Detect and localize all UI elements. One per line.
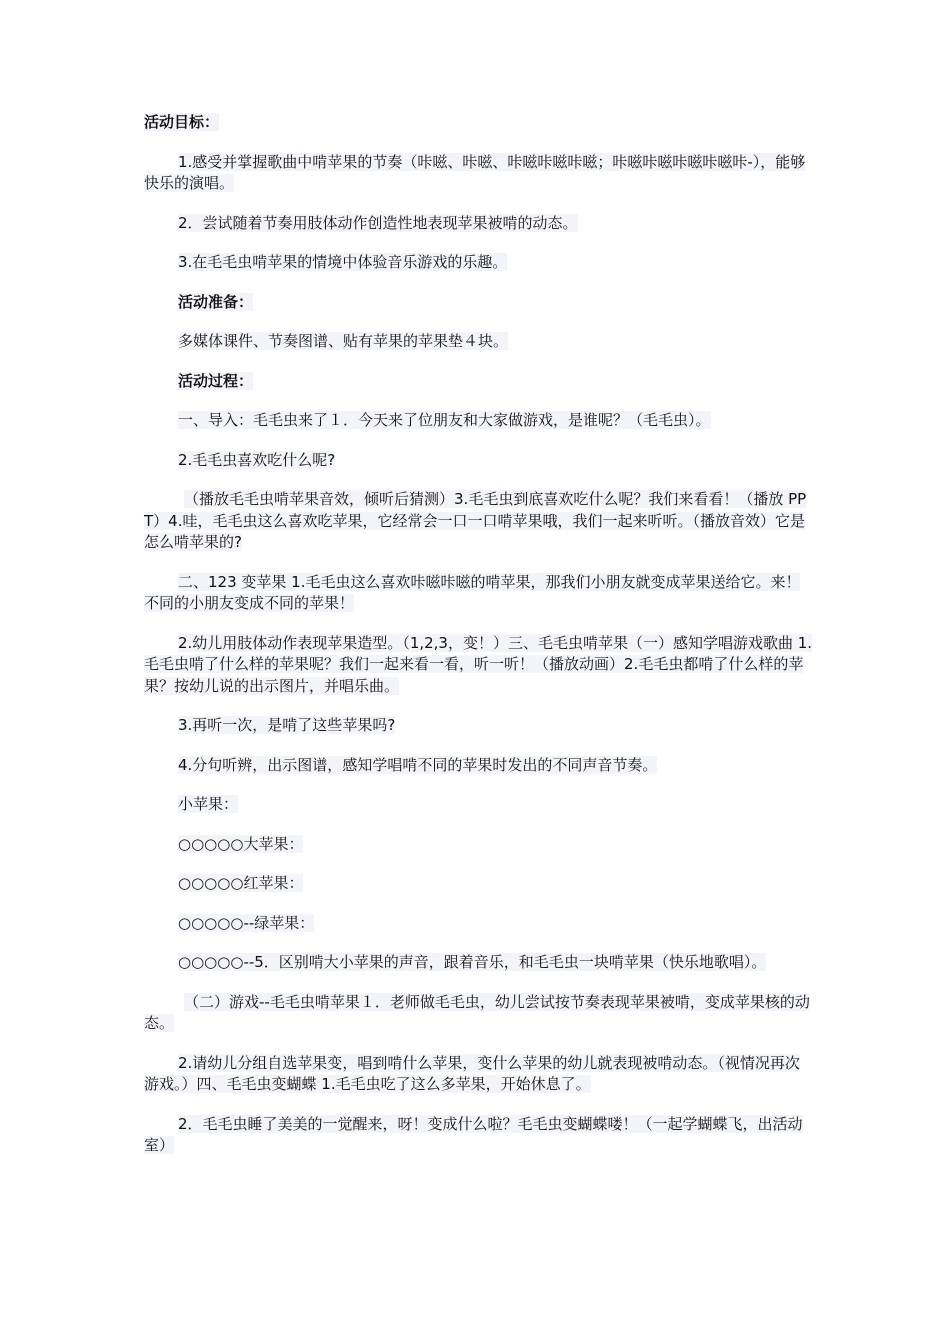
- goal-item-3-text: 3.在毛毛虫啃苹果的情境中体验音乐游戏的乐趣。: [178, 253, 508, 271]
- prep-paragraph: [144, 331, 814, 353]
- process-paragraph-13-text: （二）游戏--毛毛虫啃苹果１．老师做毛毛虫，幼儿尝试按节奏表现苹果被啃，变成苹果核的动态。: [144, 992, 810, 1032]
- process-paragraph-2-text: 2.毛毛虫喜欢吃什么呢?: [178, 450, 336, 469]
- process-paragraph-9: [144, 834, 814, 856]
- process-paragraph-12-text: ○○○○○--5．区别啃大小苹果的声音，跟着音乐，和毛毛虫一块啃苹果（快乐地歌唱）。: [178, 953, 767, 971]
- process-paragraph-11: [144, 913, 814, 935]
- process-paragraph-10: [144, 873, 814, 895]
- goal-item-2-text: 2．尝试随着节奏用肢体动作创造性地表现苹果被啃的动态。: [178, 213, 578, 232]
- heading-activity-goal-text: 活动目标：: [144, 113, 220, 131]
- process-paragraph-4: [144, 572, 814, 615]
- heading-activity-goal: [144, 112, 814, 134]
- process-paragraph-3-text: （播放毛毛虫啃苹果音效，倾听后猜测）3.毛毛虫到底喜欢吃什么呢？我们来看看！（播放 PPT）4.哇，毛毛虫这么喜欢吃苹果，它经常会一口一口啃苹果哦，我们一起来听听。（播放音效）它是怎么啃苹果的?: [144, 490, 807, 551]
- process-paragraph-2: [144, 450, 814, 472]
- document-body: [144, 112, 814, 1175]
- process-paragraph-1: [144, 410, 814, 432]
- heading-activity-prep: [144, 292, 814, 314]
- process-paragraph-9-text: ○○○○○大苹果：: [178, 834, 304, 853]
- goal-item-3: [144, 252, 814, 274]
- process-paragraph-8: [144, 794, 814, 816]
- process-paragraph-4-text: 二、123 变苹果 1.毛毛虫这么喜欢咔嗞咔嗞的啃苹果，那我们小朋友就变成苹果送给它。来！不同的小朋友变成不同的苹果！: [144, 572, 801, 612]
- process-paragraph-6-text: 3.再听一次，是啃了这些苹果吗?: [178, 716, 396, 734]
- goal-item-1: [144, 152, 814, 195]
- goal-item-1-text: 1.感受并掌握歌曲中啃苹果的节奏（咔嗞、咔嗞、咔嗞咔嗞咔嗞；咔嗞咔嗞咔嗞咔嗞咔-），能够快乐的演唱。: [144, 152, 806, 192]
- heading-activity-process-text: 活动过程：: [178, 371, 254, 390]
- process-paragraph-5-text: 2.幼儿用肢体动作表现苹果造型。（1,2,3，变！）三、毛毛虫啃苹果（一）感知学唱游戏歌曲 1.毛毛虫啃了什么样的苹果呢？我们一起来看一看，听一听！（播放动画）2.毛毛虫都啃了什么样的苹果？按幼儿说的出示图片，并唱乐曲。: [144, 633, 813, 695]
- process-paragraph-14-text: 2.请幼儿分组自选苹果变，唱到啃什么苹果，变什么苹果的幼儿就表现被啃动态。（视情况再次游戏。）四、毛毛虫变蝴蝶 1.毛毛虫吃了这么多苹果，开始休息了。: [144, 1053, 800, 1093]
- process-paragraph-10-text: ○○○○○红苹果：: [178, 874, 304, 892]
- process-paragraph-13: [144, 992, 814, 1035]
- process-paragraph-15: [144, 1114, 814, 1157]
- process-paragraph-7: [144, 755, 814, 777]
- process-paragraph-15-text: 2．毛毛虫睡了美美的一觉醒来，呀！变成什么啦？毛毛虫变蝴蝶喽！（一起学蝴蝶飞，出活动室）: [144, 1114, 803, 1154]
- heading-activity-process: [144, 371, 814, 393]
- goal-item-2: [144, 213, 814, 235]
- process-paragraph-3: [144, 489, 814, 554]
- process-paragraph-5: [144, 633, 814, 698]
- process-paragraph-7-text: 4.分句听辨，出示图谱，感知学唱啃不同的苹果时发出的不同声音节奏。: [178, 755, 658, 774]
- prep-paragraph-text: 多媒体课件、节奏图谱、贴有苹果的苹果垫４块。: [178, 332, 509, 350]
- heading-activity-prep-text: 活动准备：: [178, 292, 254, 311]
- process-paragraph-14: [144, 1053, 814, 1096]
- process-paragraph-8-text: 小苹果：: [178, 795, 239, 813]
- process-paragraph-12: [144, 952, 814, 974]
- process-paragraph-11-text: ○○○○○--绿苹果：: [178, 913, 315, 932]
- process-paragraph-6: [144, 715, 814, 737]
- process-paragraph-1-text: 一、导入：毛毛虫来了１．今天来了位朋友和大家做游戏，是谁呢？（毛毛虫）。: [178, 411, 711, 429]
